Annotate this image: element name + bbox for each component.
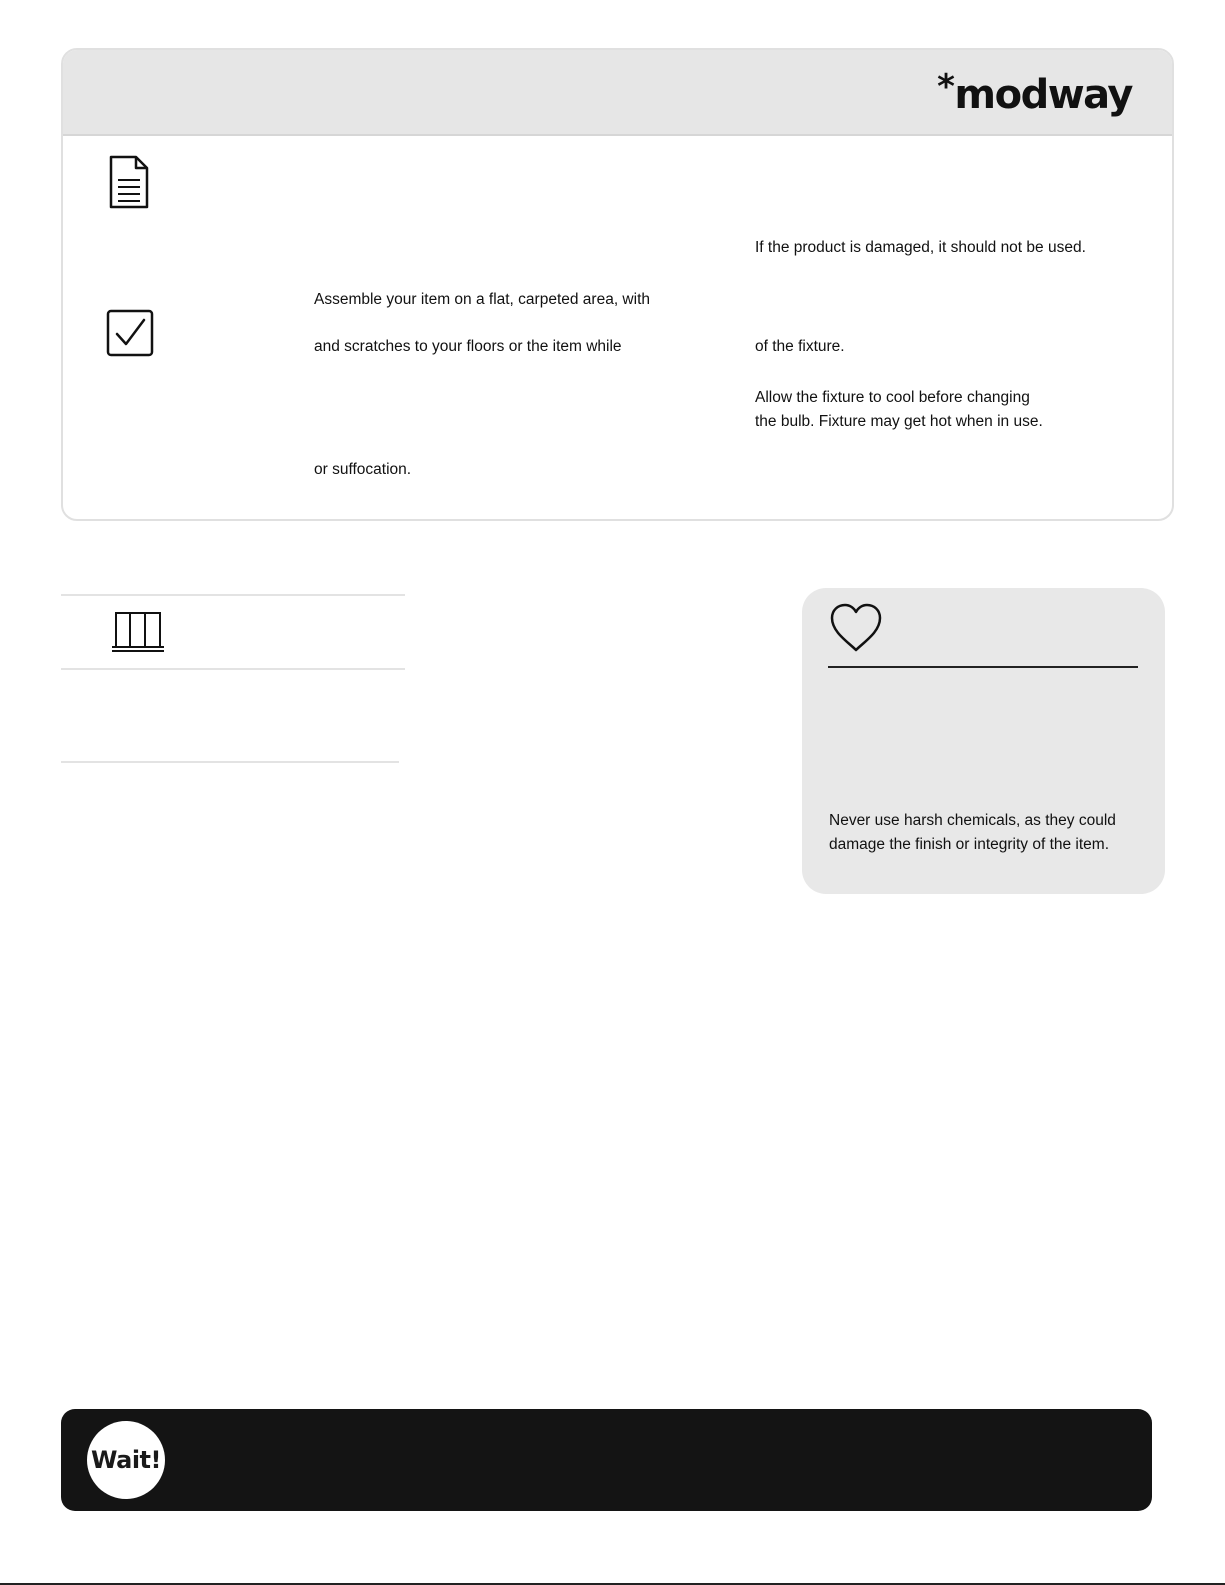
warning-text-line: Allow the fixture to cool before changing xyxy=(755,389,1030,406)
wait-badge: Wait! xyxy=(87,1421,165,1499)
assembly-text-line: or suffocation. xyxy=(314,461,412,478)
warning-text-line: the bulb. Fixture may get hot when in use. xyxy=(755,413,1043,430)
heart-icon xyxy=(828,602,884,654)
assembly-text-line: and scratches to your floors or the item while xyxy=(314,338,622,355)
warning-text-line: of the fixture. xyxy=(755,338,845,355)
care-text-line: damage the finish or integrity of the item. xyxy=(829,836,1110,853)
safety-card xyxy=(61,48,1174,521)
assembly-text-line: Assemble your item on a flat, carpeted area, with xyxy=(314,291,650,308)
divider xyxy=(61,594,405,596)
care-divider xyxy=(828,666,1138,668)
warning-text-line: If the product is damaged, it should not be used. xyxy=(755,239,1086,256)
care-text-line: Never use harsh chemicals, as they could xyxy=(829,812,1116,829)
checkbox-checked-icon xyxy=(106,309,154,357)
care-box xyxy=(802,588,1165,894)
footer-bar xyxy=(61,1409,1152,1511)
divider xyxy=(61,668,405,670)
divider xyxy=(61,761,399,763)
document-icon xyxy=(106,154,152,210)
brand-logo: *modway xyxy=(937,67,1132,118)
bookshelf-icon xyxy=(110,611,166,653)
card-header xyxy=(63,50,1172,136)
